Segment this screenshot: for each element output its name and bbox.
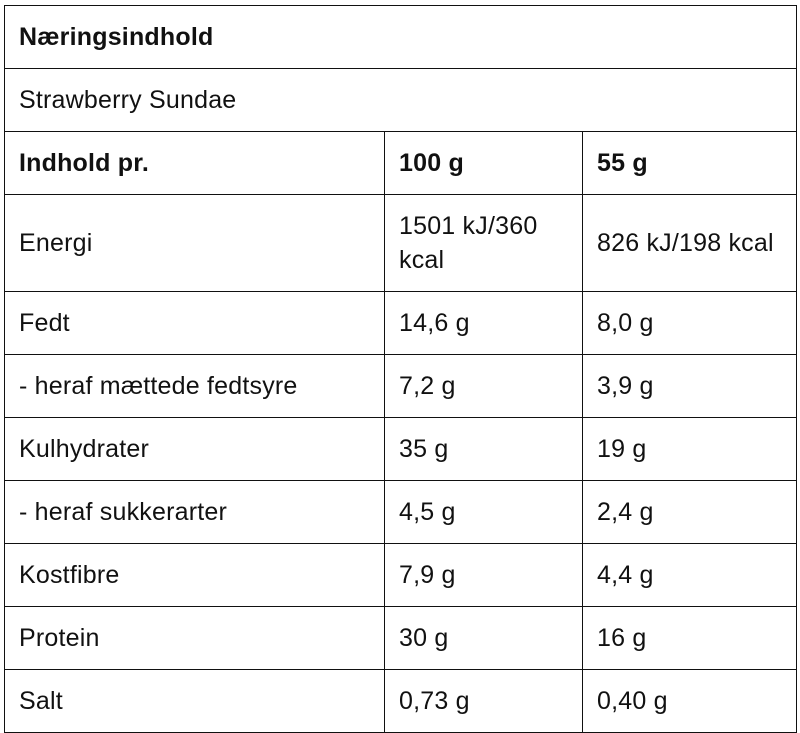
value-100g: 30 g (385, 607, 583, 670)
product-row (5, 69, 797, 132)
value-100g: 7,9 g (385, 544, 583, 607)
nutrient-name: Protein (5, 607, 385, 670)
header-portion: 55 g (583, 132, 797, 195)
nutrition-table (4, 5, 797, 733)
table-row (5, 544, 797, 607)
table-row (5, 670, 797, 733)
header-row (5, 132, 797, 195)
value-100g: 14,6 g (385, 292, 583, 355)
value-100g: 7,2 g (385, 355, 583, 418)
table-title: Næringsindhold (5, 6, 797, 69)
value-100g: 4,5 g (385, 481, 583, 544)
header-100g: 100 g (385, 132, 583, 195)
nutrient-name: Fedt (5, 292, 385, 355)
value-portion: 2,4 g (583, 481, 797, 544)
value-portion: 0,40 g (583, 670, 797, 733)
value-portion: 8,0 g (583, 292, 797, 355)
nutrient-name: Salt (5, 670, 385, 733)
table-row (5, 481, 797, 544)
nutrient-name: - heraf sukkerarter (5, 481, 385, 544)
value-portion: 19 g (583, 418, 797, 481)
table-row (5, 607, 797, 670)
table-row (5, 418, 797, 481)
table-row (5, 195, 797, 292)
nutrient-name: - heraf mættede fedtsyre (5, 355, 385, 418)
value-portion: 826 kJ/198 kcal (583, 195, 797, 292)
title-row (5, 6, 797, 69)
value-portion: 4,4 g (583, 544, 797, 607)
value-portion: 16 g (583, 607, 797, 670)
table-row (5, 292, 797, 355)
value-100g: 35 g (385, 418, 583, 481)
value-100g: 0,73 g (385, 670, 583, 733)
nutrient-name: Kulhydrater (5, 418, 385, 481)
header-label: Indhold pr. (5, 132, 385, 195)
table-row (5, 355, 797, 418)
value-100g: 1501 kJ/360 kcal (385, 195, 583, 292)
product-name: Strawberry Sundae (5, 69, 797, 132)
value-portion: 3,9 g (583, 355, 797, 418)
nutrient-name: Kostfibre (5, 544, 385, 607)
nutrient-name: Energi (5, 195, 385, 292)
